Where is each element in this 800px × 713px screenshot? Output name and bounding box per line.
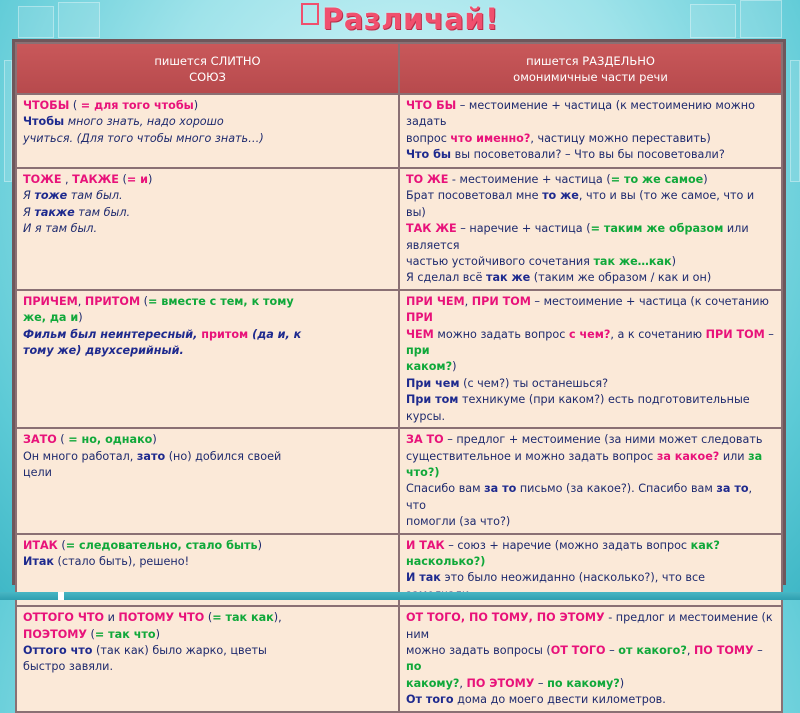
table-header-row (16, 43, 782, 94)
cell-separate-parts (399, 94, 782, 168)
text-segment: = так как (212, 611, 274, 625)
cell-line (23, 188, 392, 204)
text-segment: за какое? (656, 449, 720, 463)
text-segment: Фильм был неинтересный, (23, 327, 202, 341)
text-segment: тому же) двухсерийный. (23, 344, 184, 358)
cell-fused-conjunction (16, 168, 399, 290)
text-segment: ПРИ (406, 311, 433, 325)
text-segment: можно задать вопрос (433, 327, 569, 341)
text-segment: Брат посоветовал мне (406, 189, 543, 203)
cell-line (406, 692, 775, 708)
cell-line (406, 538, 775, 571)
text-segment: ТАКЖЕ (72, 173, 119, 186)
text-segment: ) (671, 255, 676, 269)
cell-line (406, 676, 775, 692)
text-segment: ( (204, 611, 213, 625)
cell-fused-conjunction (16, 94, 399, 168)
cell-line (23, 294, 392, 310)
text-segment: или является (406, 222, 749, 252)
text-segment: Итак (23, 554, 54, 568)
text-segment: много знать, надо хорошо (64, 115, 224, 129)
text-segment: ИТАК (23, 538, 58, 552)
cell-line (23, 554, 392, 570)
text-segment: каком? (406, 360, 453, 374)
cell-line (406, 359, 775, 375)
text-segment: ПОЭТОМУ (23, 627, 87, 641)
cell-line (406, 432, 775, 448)
text-segment: ( (140, 294, 148, 308)
header-left (16, 43, 399, 94)
text-segment: там был. (74, 205, 131, 219)
text-segment: за то (484, 482, 517, 496)
text-segment: ) (147, 173, 153, 186)
cell-line (23, 205, 392, 221)
text-segment: ЧТОБЫ (23, 99, 70, 112)
header-right-line1: пишется РАЗДЕЛЬНО (526, 54, 655, 68)
cell-line (406, 270, 775, 286)
text-segment: техникуме (при каком?) есть подготовительные курсы. (406, 393, 750, 423)
text-segment: вопрос (406, 131, 451, 145)
text-segment: же, да и (23, 311, 79, 325)
cell-line (406, 188, 775, 221)
text-segment: , (464, 294, 472, 308)
cell-line (23, 343, 392, 359)
text-segment: при (406, 344, 430, 358)
cell-line (23, 449, 392, 465)
text-segment: ЧТО БЫ (406, 99, 457, 112)
cell-line (23, 327, 392, 343)
text-segment: , что (406, 482, 753, 512)
table-row (16, 94, 782, 168)
text-segment: , (459, 676, 467, 690)
cell-line (406, 376, 775, 392)
cell-line (406, 610, 775, 643)
cell-line (406, 327, 775, 360)
text-segment: - предлог и местоимение (к ним (406, 611, 773, 641)
cell-line (23, 98, 392, 114)
text-segment: ) (703, 173, 708, 186)
text-segment: Оттого что (23, 643, 93, 657)
decor-square (4, 60, 12, 182)
text-segment: ОТ ТОГО, ПО ТОМУ, ПО ЭТОМУ (406, 611, 605, 625)
text-segment: или (719, 449, 749, 463)
text-segment: ( (86, 627, 95, 641)
cell-separate-parts (399, 290, 782, 428)
comparison-table-frame (12, 39, 786, 707)
text-segment: можно задать вопросы ( (406, 643, 551, 657)
text-segment: Спасибо вам (406, 482, 485, 496)
text-segment: (с чем?) ты останешься? (459, 376, 609, 390)
text-segment: ПРИ ТОМ (471, 294, 531, 308)
text-segment: (да и, к (248, 327, 302, 341)
header-right (399, 43, 782, 94)
text-segment: по какому? (547, 676, 620, 690)
text-segment: за то (716, 482, 749, 496)
text-segment: ( (69, 99, 81, 112)
text-segment: с чем? (568, 327, 611, 341)
text-segment: ) (152, 433, 157, 447)
text-segment: ) (257, 538, 262, 552)
text-segment: ( (118, 173, 127, 186)
text-segment: - местоимение + частица ( (448, 173, 611, 186)
text-segment: = для того чтобы (80, 99, 194, 112)
text-segment: ОТ ТОГО (550, 643, 606, 657)
text-segment: – (764, 327, 774, 341)
text-segment: частью устойчивого сочетания (406, 255, 594, 269)
text-segment: ТАК ЖЕ (406, 222, 457, 236)
cell-line (23, 172, 392, 188)
text-segment: ( (56, 433, 69, 447)
cell-line (23, 221, 392, 237)
text-segment: Он много работал, (23, 449, 137, 463)
text-segment: ) (78, 311, 83, 325)
text-segment: – предлог + местоимение (за ними может следовать (443, 433, 763, 447)
text-segment: = вместе с тем, к тому (148, 294, 294, 308)
text-segment: вы посоветовали? – Что вы бы посоветовали? (451, 148, 725, 162)
cell-line (406, 147, 775, 163)
cell-separate-parts (399, 168, 782, 290)
cell-line (23, 310, 392, 326)
text-segment: – (605, 643, 619, 657)
text-segment: ПРИ ЧЕМ (406, 294, 465, 308)
header-left-line1: пишется СЛИТНО (154, 54, 261, 68)
cell-line (23, 610, 392, 626)
text-segment: (стало быть), решено! (54, 554, 190, 568)
text-segment: так же…как (593, 255, 672, 269)
text-segment: от какого? (618, 643, 687, 657)
text-segment: = и (126, 173, 148, 186)
text-segment: ЗА ТО (406, 433, 444, 447)
text-segment: ПРИЧЕМ (23, 294, 78, 308)
text-segment: ТОЖЕ (23, 173, 62, 186)
text-segment: , (77, 294, 85, 308)
text-segment: = но, однако (68, 433, 153, 447)
decor-square (790, 60, 800, 182)
text-segment: там был. (67, 189, 123, 203)
cell-separate-parts (399, 606, 782, 711)
cell-line (23, 114, 392, 130)
text-segment: по (406, 660, 422, 674)
text-segment: = то же самое (610, 173, 704, 186)
cell-fused-conjunction (16, 428, 399, 533)
cell-line (406, 449, 775, 482)
text-segment: Я (23, 189, 35, 203)
text-segment: так же (486, 271, 531, 285)
text-segment: как? насколько?) (406, 538, 720, 568)
cell-line (406, 221, 775, 254)
header-left-line2: СОЮЗ (189, 70, 226, 84)
text-segment: = таким же образом (590, 222, 724, 236)
text-segment: – местоимение + частица (к местоимению можно задать (406, 99, 755, 129)
text-segment: ТО ЖЕ (406, 173, 449, 186)
bottom-bar (0, 592, 800, 600)
text-segment: Я сделал всё (406, 271, 486, 285)
text-segment: От того (406, 693, 454, 707)
cell-line (406, 514, 775, 530)
text-segment: = следовательно, стало быть (65, 538, 258, 552)
text-segment: какому? (406, 676, 460, 690)
cell-line (406, 643, 775, 676)
text-segment: ЧЕМ (406, 327, 434, 341)
text-segment: И так (406, 571, 441, 585)
table-row (16, 290, 782, 428)
cell-line (23, 627, 392, 643)
text-segment: существительное и можно задать вопрос (406, 449, 657, 463)
comparison-table (15, 42, 783, 713)
text-segment: – (753, 643, 763, 657)
cell-fused-conjunction (16, 290, 399, 428)
cell-line (23, 538, 392, 554)
text-segment: Я (23, 205, 35, 219)
header-right-line2: омонимичные части речи (513, 70, 668, 84)
text-segment: ) (619, 676, 625, 690)
text-segment: – союз + наречие (можно задать вопрос (444, 538, 691, 552)
text-segment: и (104, 611, 119, 625)
text-segment: (но) добился своей (165, 449, 282, 463)
cell-fused-conjunction (16, 606, 399, 711)
text-segment: учиться. (Для того чтобы много знать…) (23, 131, 264, 145)
text-segment: ПОТОМУ ЧТО (118, 611, 205, 625)
table-row (16, 606, 782, 711)
text-segment: что именно? (450, 131, 531, 145)
cell-line (23, 643, 392, 659)
text-segment: это было неожиданно (насколько?), что все (444, 571, 706, 585)
text-segment: При чем (406, 376, 460, 390)
text-segment: Что бы (406, 148, 452, 162)
text-segment: письмо (за какое?). Спасибо вам (516, 482, 717, 496)
text-segment: (таким же образом / как и он) (530, 271, 712, 285)
text-segment: цели (23, 465, 52, 479)
text-segment: И ТАК (406, 538, 445, 552)
text-segment: , что и вы (то же самое, что и вы) (406, 189, 755, 219)
text-segment: ПРИТОМ (84, 294, 141, 308)
checkbox-glyph-icon (301, 3, 319, 25)
cell-line (406, 294, 775, 327)
text-segment: за что?) (406, 449, 763, 479)
cell-line (406, 392, 775, 425)
text-segment: тоже (34, 189, 68, 203)
text-segment: , а к сочетанию (610, 327, 706, 341)
cell-line (23, 465, 392, 481)
table-row (16, 168, 782, 290)
text-segment: – наречие + частица ( (456, 222, 591, 236)
text-segment: то же (542, 189, 579, 203)
cell-line (406, 172, 775, 188)
cell-line (406, 254, 775, 270)
cell-line (23, 659, 392, 675)
cell-line (406, 98, 775, 131)
text-segment: ПО ТОМУ (693, 643, 754, 657)
text-segment: , (686, 643, 694, 657)
text-segment: При том (406, 393, 459, 407)
text-segment: = так что (94, 627, 156, 641)
text-segment: ЗАТО (23, 433, 57, 447)
text-segment: ) (155, 627, 160, 641)
text-segment: ПРИ ТОМ (705, 327, 765, 341)
text-segment: помогли (за что?) (406, 515, 511, 529)
table-row (16, 428, 782, 533)
cell-line (406, 481, 775, 514)
cell-line (406, 131, 775, 147)
text-segment: ), (273, 611, 282, 625)
cell-line (23, 131, 392, 147)
text-segment: , частицу можно переставить) (530, 131, 711, 145)
cell-line (23, 432, 392, 448)
text-segment: – (534, 676, 548, 690)
text-segment: дома до моего двести километров. (453, 693, 666, 707)
cell-separate-parts (399, 428, 782, 533)
text-segment: Чтобы (23, 115, 65, 129)
text-segment: ) (452, 360, 457, 374)
text-segment: также (34, 205, 75, 219)
text-segment: быстро завяли. (23, 660, 114, 674)
text-segment: , (61, 173, 73, 186)
text-segment: ПО ЭТОМУ (466, 676, 535, 690)
text-segment: ОТТОГО ЧТО (23, 611, 105, 625)
text-segment: притом (201, 327, 249, 341)
text-segment: ( (57, 538, 66, 552)
page-title-text: Различай! (322, 2, 499, 36)
text-segment: ) (193, 99, 199, 112)
text-segment: (так как) было жарко, цветы (92, 643, 267, 657)
text-segment: И я там был. (23, 222, 98, 236)
bottom-bar-mark (58, 592, 64, 600)
text-segment: зато (136, 449, 166, 463)
page-title (0, 2, 800, 36)
text-segment: – местоимение + частица (к сочетанию (530, 294, 769, 308)
